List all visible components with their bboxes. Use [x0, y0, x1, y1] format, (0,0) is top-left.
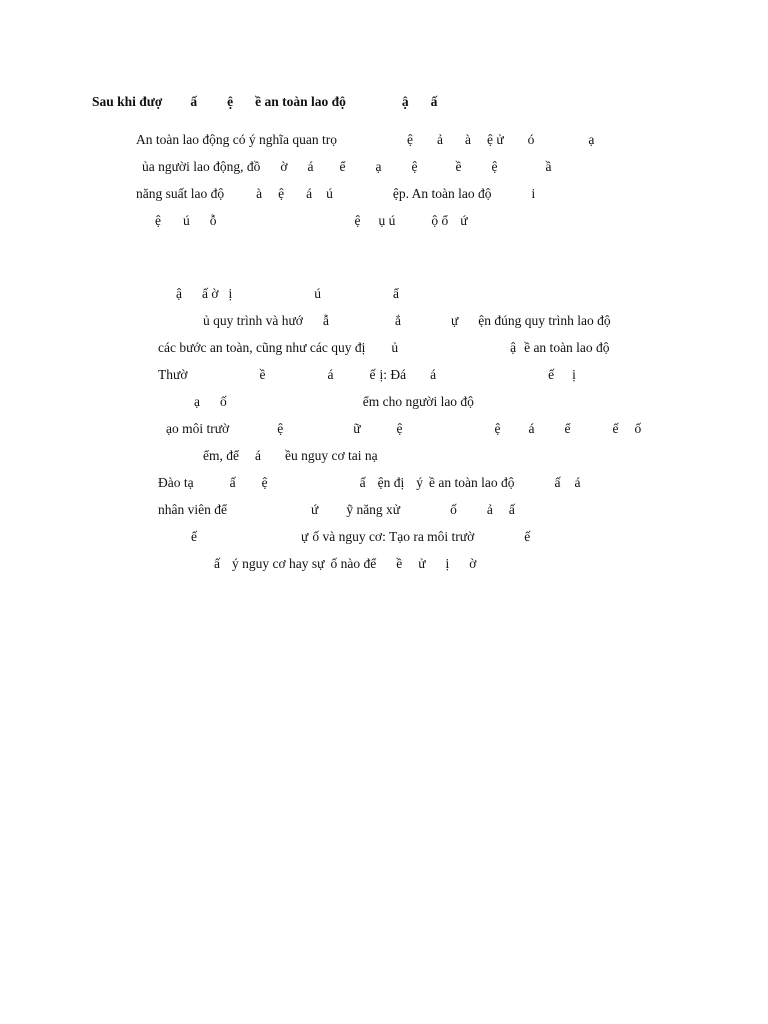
text-fragment: ị	[445, 556, 450, 571]
list-line	[214, 556, 476, 572]
text-fragment: á	[430, 367, 437, 382]
text-fragment: á	[574, 475, 581, 490]
text-fragment: ị	[572, 367, 576, 382]
text-fragment: ểm cho người lao độ	[362, 394, 474, 409]
text-fragment: ể	[339, 159, 346, 174]
text-fragment: ế	[548, 367, 555, 382]
text-fragment: ỗ	[209, 213, 217, 228]
text-fragment: ứ	[310, 502, 319, 517]
text-fragment: ậ	[510, 340, 517, 355]
text-fragment: ện đị	[377, 475, 405, 490]
text-fragment: ệ ử	[486, 132, 504, 147]
text-fragment: ế	[612, 421, 619, 436]
text-fragment: ề	[259, 367, 266, 382]
text-fragment: ú	[326, 186, 333, 201]
heading-fragment: ấ	[430, 94, 438, 109]
text-fragment: ệ	[278, 186, 285, 201]
text-fragment: à	[256, 186, 263, 201]
text-fragment: ệ	[406, 132, 413, 147]
text-fragment: ệ	[277, 421, 284, 436]
text-fragment: ấ	[508, 502, 515, 517]
text-fragment: ấ	[214, 556, 220, 571]
text-fragment: ữ	[353, 421, 361, 436]
text-fragment: á	[255, 448, 261, 463]
heading-fragment: ấ	[190, 94, 198, 109]
heading-fragment: ệ	[227, 94, 234, 109]
text-fragment: ế	[191, 529, 197, 544]
text-fragment: ế	[524, 529, 531, 544]
document-heading	[92, 94, 437, 110]
text-fragment: năng suất lao độ	[136, 186, 225, 201]
text-fragment: ố	[220, 394, 227, 409]
text-fragment: ố và nguy cơ: Tạo ra môi trườ	[312, 529, 475, 544]
text-fragment: ầ	[545, 159, 552, 174]
paragraph-line	[136, 132, 594, 148]
heading-fragment: Sau khi đượ	[92, 94, 163, 109]
text-fragment: ử	[418, 556, 426, 571]
text-fragment: ể	[564, 421, 571, 436]
text-fragment: ề	[455, 159, 462, 174]
text-fragment: ệ	[491, 159, 498, 174]
text-fragment: á	[306, 186, 313, 201]
text-fragment: ệ	[494, 421, 501, 436]
text-fragment: á	[528, 421, 535, 436]
list-line	[191, 529, 530, 545]
text-fragment: ố	[450, 502, 457, 517]
text-fragment: An toàn lao động có ý nghĩa quan trọ	[136, 132, 337, 147]
heading-fragment: ề an toàn lao độ	[255, 94, 346, 109]
text-fragment: ả	[486, 502, 493, 517]
text-fragment: ờ	[469, 556, 477, 571]
text-fragment: ạo môi trườ	[166, 421, 230, 436]
text-fragment: các bước an toàn, cũng như các quy đị	[158, 340, 366, 355]
text-fragment: á	[307, 159, 314, 174]
text-fragment: Đào tạ	[158, 475, 194, 490]
text-fragment: ấ	[229, 475, 236, 490]
list-line	[166, 421, 641, 437]
text-fragment: ắ	[394, 313, 401, 328]
text-fragment: ý	[416, 475, 423, 490]
list-line	[176, 286, 399, 302]
text-fragment: ố	[634, 421, 642, 436]
text-fragment: ểm, để	[203, 448, 239, 463]
text-fragment: ủa người lao động, đồ	[142, 159, 261, 174]
text-fragment: ả	[436, 132, 443, 147]
text-fragment: i	[531, 186, 536, 201]
list-line	[203, 448, 378, 464]
text-fragment: ệ	[261, 475, 268, 490]
paragraph-line	[142, 159, 551, 175]
text-fragment: ố nào để	[330, 556, 377, 571]
text-fragment: ề an toàn lao độ	[524, 340, 610, 355]
list-line	[158, 502, 515, 518]
list-line	[194, 394, 474, 410]
text-fragment: ị	[228, 286, 233, 301]
text-fragment: ệ	[155, 213, 161, 228]
text-fragment: ệp. An toàn lao độ	[392, 186, 492, 201]
text-fragment: ế	[369, 367, 376, 382]
text-fragment: ứ	[460, 213, 468, 228]
text-fragment: ụ ú	[378, 213, 396, 228]
text-fragment: ạ	[375, 159, 382, 174]
text-fragment: ệ	[396, 421, 403, 436]
paragraph-line	[136, 186, 535, 202]
list-line	[158, 475, 580, 491]
text-fragment: ủ quy trình và hướ	[203, 313, 303, 328]
text-fragment: ỹ năng xử	[346, 502, 401, 517]
text-fragment: ấ	[359, 475, 366, 490]
text-fragment: ấ ờ	[202, 286, 219, 301]
text-fragment: nhân viên để	[158, 502, 227, 517]
list-line	[158, 367, 576, 383]
text-fragment: ề	[396, 556, 403, 571]
text-fragment: á	[327, 367, 334, 382]
text-fragment: ẩ	[393, 286, 400, 301]
text-fragment: ạ	[194, 394, 200, 409]
list-line	[158, 340, 610, 356]
text-fragment: ều nguy cơ tai nạ	[285, 448, 378, 463]
text-fragment: ị: Đá	[379, 367, 407, 382]
text-fragment: Thườ	[158, 367, 188, 382]
text-fragment: ẫ	[322, 313, 329, 328]
text-fragment: ự	[301, 529, 309, 544]
text-fragment: ệ	[354, 213, 361, 228]
text-fragment: à	[464, 132, 471, 147]
text-fragment: ệ	[411, 159, 418, 174]
text-fragment: ý nguy cơ hay sự	[232, 556, 325, 571]
list-line	[203, 313, 611, 329]
text-fragment: ờ	[280, 159, 288, 174]
text-fragment: ủ	[391, 340, 399, 355]
heading-fragment: ậ	[401, 94, 409, 109]
text-fragment: ú	[314, 286, 322, 301]
paragraph-line	[155, 213, 468, 229]
text-fragment: ậ	[176, 286, 182, 301]
text-fragment: ú	[183, 213, 190, 228]
text-fragment: ộ ổ	[431, 213, 449, 228]
text-fragment: ấ	[554, 475, 561, 490]
text-fragment: ự	[450, 313, 459, 328]
text-fragment: ện đúng quy trình lao độ	[478, 313, 611, 328]
text-fragment: ó	[527, 132, 535, 147]
text-fragment: ạ	[588, 132, 595, 147]
text-fragment: ề an toàn lao độ	[428, 475, 515, 490]
